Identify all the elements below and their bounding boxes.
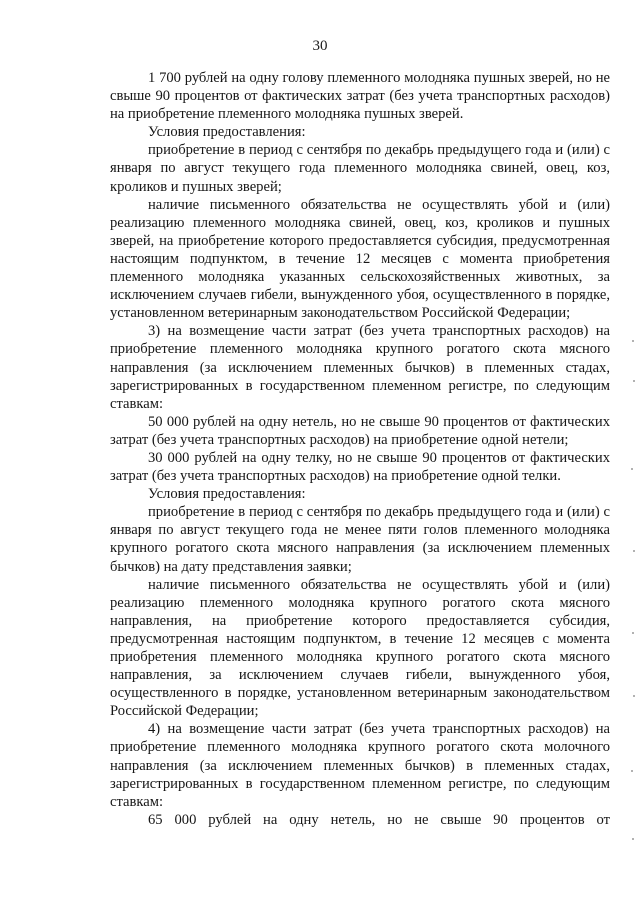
- paragraph: Условия предоставления:: [148, 486, 306, 503]
- paragraph: 1 700 рублей на одну голову племенного молодняка пушных зверей, но не свыше 90 процентов от фактических затрат (без учета транспортных расходов) на приобретение племенного молодняка пушных зверей.: [110, 70, 610, 123]
- paragraph: 65 000 рублей на одну нетель, но не свыше 90 процентов от: [148, 811, 610, 828]
- paragraph: Условия предоставления:: [148, 124, 306, 141]
- page-number: 30: [312, 38, 328, 54]
- paragraph: наличие письменного обязательства не осуществлять убой и (или) реализацию племенного молодняка свиней, овец, коз, кроликов и пушных зверей, на приобретение которого предоставляется субсидия, предусмотренная настоящим подпунктом, в течение 12 месяцев с момента приобретения племенного молодняка указанных сельскохозяйственных животных, за исключением случаев гибели, вынужденного убоя, осуществленного в порядке, установленном ветеринарным законодательством Российской Федерации;: [110, 196, 610, 322]
- paragraph: 30 000 рублей на одну телку, но не свыше 90 процентов от фактических затрат (без учета транспортных расходов) на приобретение одной телки.: [110, 449, 610, 485]
- document-body: [110, 69, 610, 829]
- paragraph: приобретение в период с сентября по декабрь предыдущего года и (или) с января по август текущего года племенного молодняка свиней, овец, коз, кроликов и пушных зверей;: [110, 142, 610, 195]
- paragraph: приобретение в период с сентября по декабрь предыдущего года и (или) с января по август текущего года не менее пяти голов племенного молодняка крупного рогатого скота мясного направления (за исключением племенных бычков) на дату представления заявки;: [110, 504, 610, 575]
- paragraph: 50 000 рублей на одну нетель, но не свыше 90 процентов от фактических затрат (без учета транспортных расходов) на приобретение одной нетели;: [110, 413, 610, 448]
- scan-artifact: [630, 340, 636, 860]
- paragraph: 4) на возмещение части затрат (без учета транспортных расходов) на приобретение племенного молодняка крупного рогатого скота молочного направления (за исключением племенных бычков) в племенных стадах, зарегистрированных в государственном племенном регистре, по следующим ставкам:: [110, 721, 610, 810]
- paragraph: наличие письменного обязательства не осуществлять убой и (или) реализацию племенного молодняка крупного рогатого скота мясного направления, на приобретение которого предоставляется субсидия, предусмотренная настоящим подпунктом, в течение 12 месяцев с момента приобретения племенного молодняка крупного рогатого скота мясного направления, за исключением случаев гибели, вынужденного убоя, осуществленного в порядке, установленном ветеринарным законодательством Российской Федерации;: [110, 576, 610, 720]
- paragraph: 3) на возмещение части затрат (без учета транспортных расходов) на приобретение племенного молодняка крупного рогатого скота мясного направления (за исключением племенных бычков) в племенных стадах, зарегистрированных в государственном племенном регистре, по следующим ставкам:: [110, 323, 610, 412]
